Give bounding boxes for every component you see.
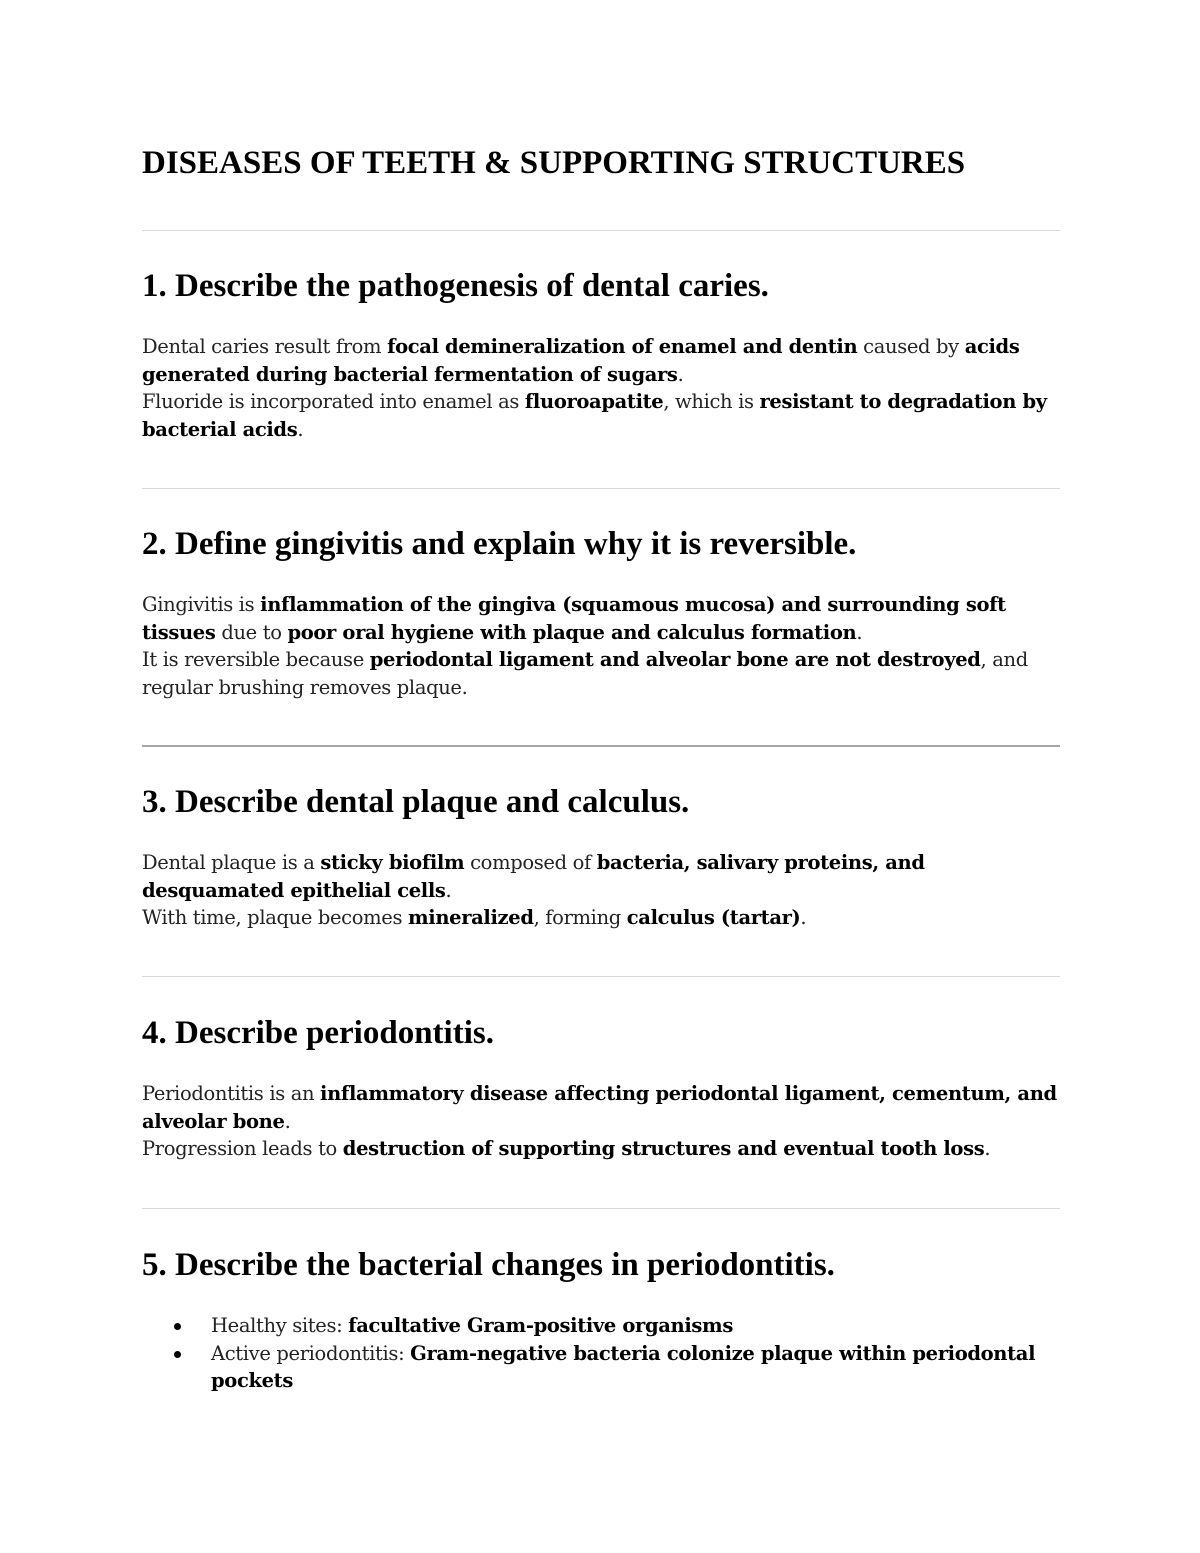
question-3-answer <box>142 849 1060 932</box>
body-text: . <box>984 1137 991 1160</box>
body-text: . <box>856 620 863 644</box>
emphasis-text: inflammatory disease affecting periodontal ligament, cementum, and alveolar bone <box>142 1082 1057 1133</box>
emphasis-text: resistant to degradation by bacterial acids <box>142 390 1047 441</box>
emphasis-text: Gram-negative bacteria colonize plaque within periodontal pockets <box>211 1341 1036 1392</box>
question-1-heading: 1. Describe the pathogenesis of dental caries. <box>142 268 769 304</box>
emphasis-text: inflammation of the gingiva (squamous mucosa) and surrounding soft tissues <box>142 593 1006 644</box>
emphasis-text: sticky biofilm <box>320 851 465 874</box>
emphasis-text: fluoroapatite <box>524 390 664 413</box>
answer-line <box>142 904 1060 932</box>
answer-line <box>142 333 1060 388</box>
question-1-answer <box>142 333 1060 443</box>
emphasis-text: facultative Gram-positive organisms <box>348 1314 733 1337</box>
answer-line <box>142 591 1060 646</box>
question-4-answer <box>142 1080 1060 1163</box>
body-text: . <box>297 417 304 441</box>
body-text: caused by <box>857 335 965 358</box>
bullet-icon <box>174 1351 181 1358</box>
body-text: , which is <box>663 390 760 413</box>
body-text: Active periodontitis: <box>211 1341 411 1365</box>
question-2-heading: 2. Define gingivitis and explain why it is reversible. <box>142 526 857 562</box>
question-5-bullet-list <box>142 1312 1060 1395</box>
body-text: . <box>445 878 452 902</box>
answer-line <box>142 388 1060 443</box>
list-item <box>142 1312 1060 1340</box>
section-divider <box>142 230 1060 231</box>
question-4-heading: 4. Describe periodontitis. <box>142 1015 494 1051</box>
section-divider <box>142 745 1060 747</box>
section-divider <box>142 488 1060 489</box>
bullet-icon <box>174 1323 181 1330</box>
section-divider <box>142 1208 1060 1209</box>
answer-line <box>142 1135 1060 1163</box>
body-text: composed of <box>464 851 597 874</box>
answer-line <box>142 646 1060 701</box>
body-text: Gingivitis is <box>142 593 261 616</box>
emphasis-text: destruction of supporting structures and eventual tooth loss <box>342 1137 985 1160</box>
document-title: DISEASES OF TEETH & SUPPORTING STRUCTURES <box>142 145 966 181</box>
emphasis-text: calculus (tartar) <box>626 906 801 929</box>
list-item <box>142 1340 1060 1395</box>
body-text: Dental caries result from <box>142 335 388 358</box>
body-text: Progression leads to <box>142 1137 343 1160</box>
emphasis-text: poor oral hygiene with plaque and calculus formation <box>287 620 857 644</box>
emphasis-text: focal demineralization of enamel and dentin <box>387 335 858 358</box>
question-3-heading: 3. Describe dental plaque and calculus. <box>142 784 690 820</box>
question-5-heading: 5. Describe the bacterial changes in periodontitis. <box>142 1247 835 1283</box>
body-text: due to <box>215 620 288 644</box>
answer-line <box>142 849 1060 904</box>
body-text: Healthy sites: <box>211 1314 349 1337</box>
section-divider <box>142 976 1060 977</box>
emphasis-text: periodontal ligament and alveolar bone are not destroyed <box>369 648 981 671</box>
body-text: . <box>800 906 807 929</box>
answer-line <box>142 1080 1060 1135</box>
body-text: Fluoride is incorporated into enamel as <box>142 390 525 413</box>
body-text: , forming <box>533 906 627 929</box>
body-text: With time, plaque becomes <box>142 906 408 929</box>
body-text: Periodontitis is an <box>142 1082 321 1105</box>
body-text: Dental plaque is a <box>142 851 321 874</box>
body-text: . <box>677 362 684 386</box>
body-text: , and regular brushing removes plaque. <box>142 648 1028 699</box>
body-text: It is reversible because <box>142 648 370 671</box>
emphasis-text: mineralized <box>407 906 534 929</box>
body-text: . <box>284 1109 291 1133</box>
emphasis-text: bacteria, salivary proteins, and desquamated epithelial cells <box>142 851 925 902</box>
question-2-answer <box>142 591 1060 701</box>
emphasis-text: acids generated during bacterial fermentation of sugars <box>142 335 1020 386</box>
